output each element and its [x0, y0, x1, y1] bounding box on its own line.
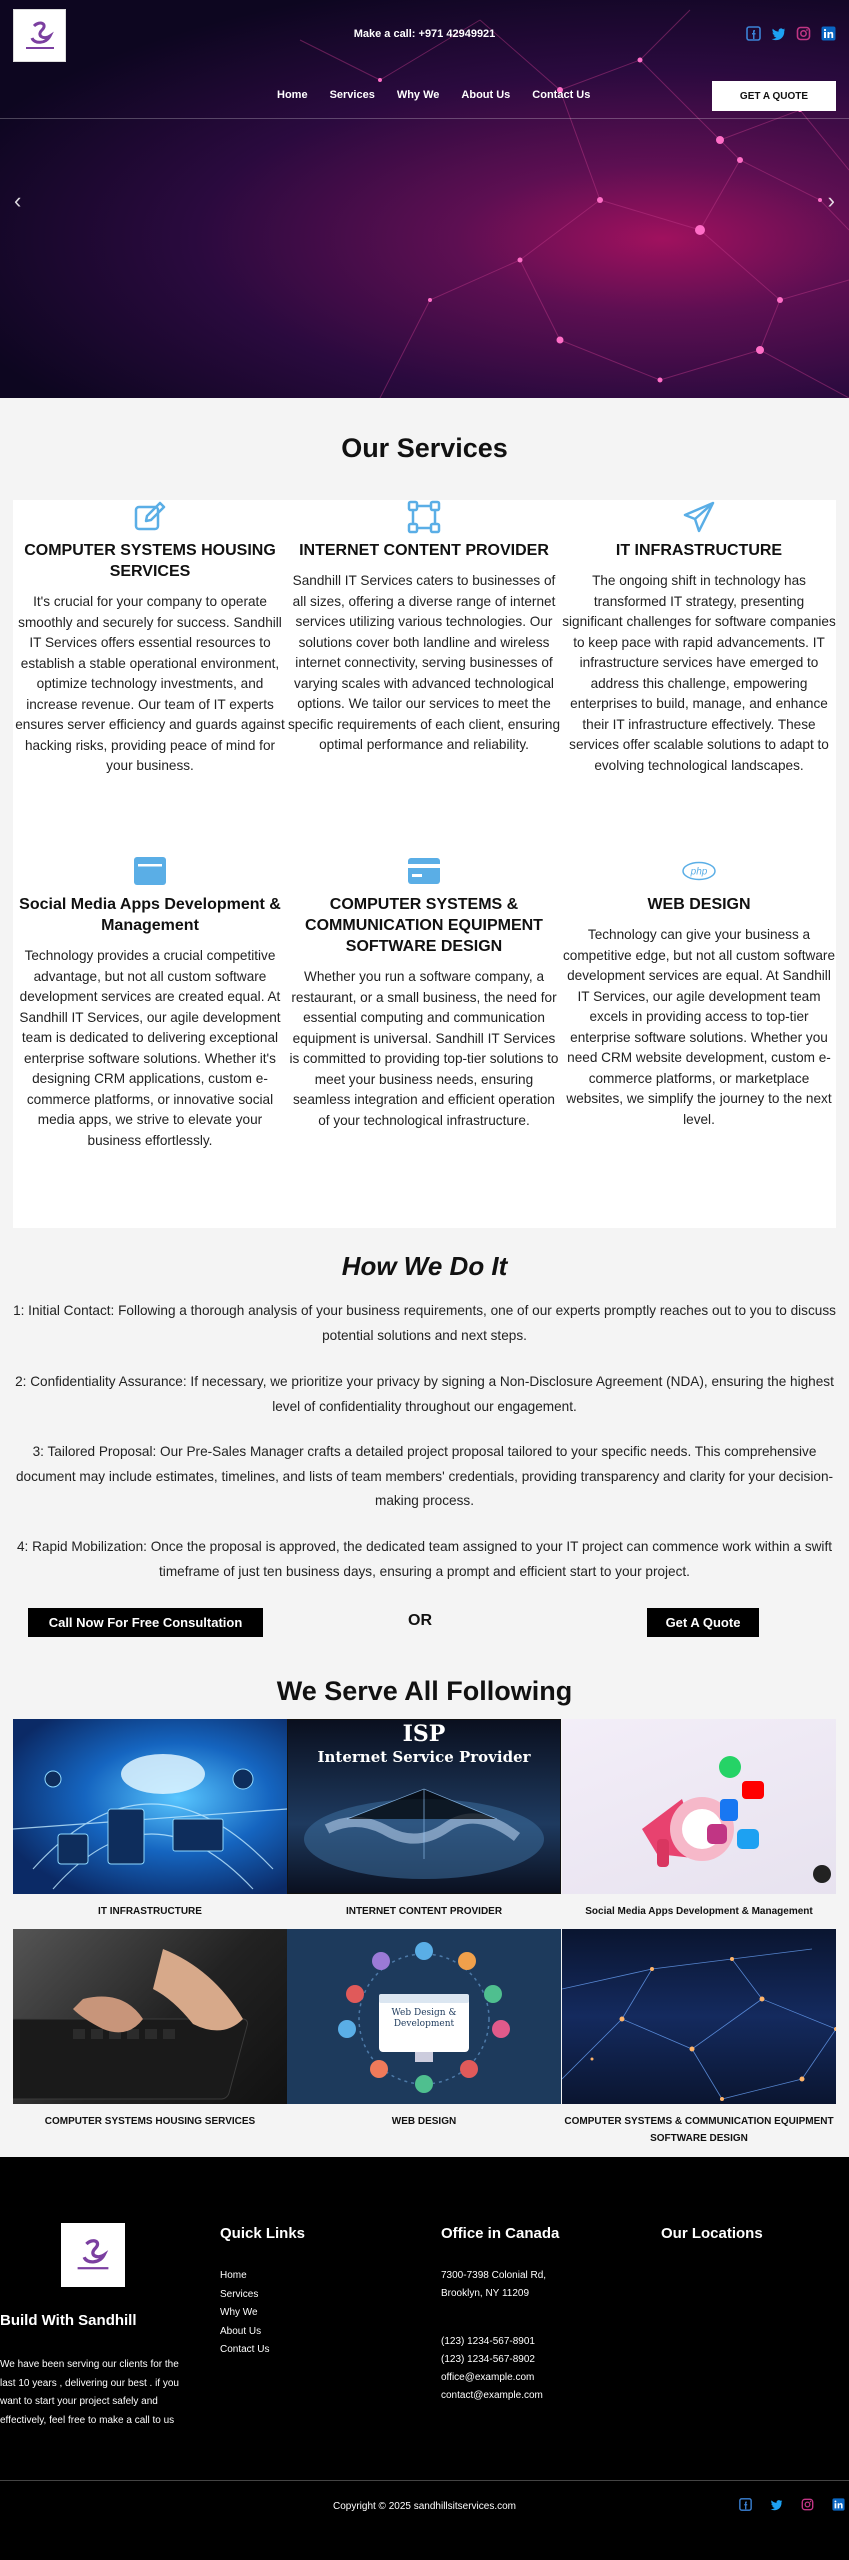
- svg-text:Development: Development: [393, 2019, 455, 2029]
- svg-text:ISP: ISP: [402, 1721, 446, 1747]
- svg-text:Internet Service Provider: Internet Service Provider: [317, 1748, 531, 1766]
- linkedin-icon[interactable]: [821, 26, 836, 41]
- office-phone-2[interactable]: (123) 1234-567-8902: [441, 2354, 535, 2365]
- office-email-1[interactable]: office@example.com: [441, 2372, 535, 2383]
- how-step-4: 4: Rapid Mobilization: Once the proposal is approved, the dedicated team assigned to your IT project can commence work within a swift timeframe of just ten business days, ensuring a prompt and efficient start to your project.: [16, 1539, 833, 1579]
- nav-about-us[interactable]: About Us: [461, 89, 511, 101]
- copyright: Copyright © 2025 sandhillsitservices.com: [332, 2501, 516, 2512]
- tile-caption: COMPUTER SYSTEMS HOUSING SERVICES: [44, 2116, 256, 2127]
- tile-caption: WEB DESIGN: [391, 2116, 457, 2127]
- twitter-icon[interactable]: [771, 26, 786, 41]
- how-title: How We Do It: [341, 1251, 508, 1281]
- social-links-bottom: [738, 2497, 846, 2512]
- tile-caption: Social Media Apps Development & Management: [585, 1906, 813, 1917]
- svg-text:Web Design &: Web Design &: [391, 2008, 457, 2018]
- service-text: It's crucial for your company to operate smoothly and securely for success. Sandhill IT Services offers essential resources to establish a stable operational environment, optimize technology investments, and increase revenue. Our team of IT experts ensures server efficiency and guards against hacking risks, providing peace of mind for your business.: [15, 594, 285, 773]
- how-step-2: 2: Confidentiality Assurance: If necessary, we prioritize your privacy by signing a Non-Disclosure Agreement (NDA), ensuring the highest level of confidentiality throughout our engagement.: [15, 1374, 834, 1414]
- service-card: [13, 854, 287, 1151]
- quick-links: [220, 2267, 269, 2360]
- window-icon: [13, 854, 287, 888]
- social-links-top: [746, 26, 836, 41]
- tile-internet-content-provider[interactable]: [287, 1719, 561, 1894]
- edit-icon: [13, 500, 287, 534]
- svg-text:php: php: [690, 866, 708, 878]
- network-background: [0, 0, 849, 398]
- footer-brand: Build With Sandhill: [0, 2312, 137, 2329]
- service-card: [13, 500, 287, 777]
- footer: [0, 2157, 849, 2560]
- service-title: COMPUTER SYSTEMS & COMMUNICATION EQUIPMENT SOFTWARE DESIGN: [305, 896, 543, 955]
- service-title: INTERNET CONTENT PROVIDER: [299, 542, 549, 559]
- or-separator: OR: [408, 1612, 432, 1629]
- linkedin-icon[interactable]: [831, 2497, 846, 2512]
- tile-caption: IT INFRASTRUCTURE: [98, 1906, 202, 1917]
- vector-square-icon: [287, 500, 561, 534]
- paper-plane-icon: [562, 500, 836, 534]
- service-text: Sandhill IT Services caters to businesses of all sizes, offering a diverse range of internet services utilizing various technologies. Our solutions cover both landline and wireless internet connectivity, serving businesses of varying scales with advanced technological options. We tailor our services to meet the specific requirements of each client, ensuring optimal performance and reliability.: [287, 573, 560, 752]
- footer-link-services[interactable]: Services: [220, 2288, 259, 2300]
- call-number[interactable]: Make a call: +971 42949921: [353, 28, 496, 40]
- footer-link-about-us[interactable]: About Us: [220, 2325, 262, 2337]
- quick-links-title: Quick Links: [220, 2225, 306, 2242]
- tile-caption: INTERNET CONTENT PROVIDER: [345, 1906, 503, 1917]
- twitter-icon[interactable]: [769, 2497, 784, 2512]
- slider-prev-icon[interactable]: ‹: [14, 188, 22, 213]
- service-card: [562, 854, 836, 1130]
- service-text: The ongoing shift in technology has transformed IT strategy, presenting significant challenges for software companies to keep pace with rapid advancements. IT infrastructure services have emerged to address this challenge, empowering enterprises to build, manage, and enhance their IT infrastructure effectively. These services offer scalable solutions to adapt to evolving technological landscapes.: [562, 573, 836, 773]
- office-phone-1[interactable]: (123) 1234-567-8901: [441, 2336, 535, 2347]
- keyboard-hands-image: [13, 1929, 287, 2104]
- serve-title: We Serve All Following: [276, 1676, 573, 1706]
- service-text: Technology provides a crucial competitive advantage, but not all custom software development services are created equal. At Sandhill IT Services, our agile development team is dedicated to delivering exceptional enterprise software solutions. Whether it's designing CRM applications, custom e-commerce platforms, or innovative social media apps, we strive to elevate your business effortlessly.: [19, 948, 281, 1148]
- footer-divider: [0, 2480, 849, 2481]
- nav-home[interactable]: Home: [277, 89, 308, 101]
- nav-services[interactable]: Services: [329, 89, 375, 101]
- slider-next-icon[interactable]: ›: [827, 188, 835, 213]
- locations-title: Our Locations: [661, 2225, 763, 2242]
- get-a-quote-button[interactable]: GET A QUOTE: [712, 81, 836, 111]
- digital-network-image: [562, 1929, 836, 2104]
- facebook-icon[interactable]: [738, 2497, 753, 2512]
- instagram-icon[interactable]: [800, 2497, 815, 2512]
- office-address-1: 7300-7398 Colonial Rd,: [441, 2270, 547, 2281]
- services-title: Our Services: [341, 433, 508, 463]
- php-icon: [562, 854, 836, 888]
- services-panel: [13, 500, 836, 1228]
- facebook-icon[interactable]: [746, 26, 761, 41]
- header-divider: [0, 118, 849, 119]
- service-title: Social Media Apps Development & Management: [19, 896, 281, 934]
- how-step-3: 3: Tailored Proposal: Our Pre-Sales Manager crafts a detailed project proposal tailored to your specific needs. This comprehensive document may include estimates, timelines, and lists of team members' credentials, providing transparency and clarity for your decision-making process.: [15, 1444, 834, 1508]
- instagram-icon[interactable]: [796, 26, 811, 41]
- footer-link-contact-us[interactable]: Contact Us: [220, 2344, 270, 2355]
- megaphone-social-image: [562, 1719, 836, 1894]
- world-map-image: [287, 1719, 561, 1894]
- nav-why-we[interactable]: Why We: [396, 89, 440, 101]
- footer-about: We have been serving our clients for the last 10 years , delivering our best . if you want to start your project safely and effectively, feel free to make a call to us: [0, 2359, 179, 2426]
- main-nav: [277, 89, 612, 101]
- service-title: WEB DESIGN: [647, 896, 751, 913]
- service-card: [287, 854, 561, 1131]
- tile-computer-housing[interactable]: [13, 1929, 287, 2104]
- web-design-image: [287, 1929, 561, 2104]
- hero-banner: [0, 0, 849, 398]
- footer-link-home[interactable]: Home: [220, 2270, 247, 2281]
- swan-logo-icon: [71, 2235, 115, 2275]
- footer-logo[interactable]: [61, 2223, 125, 2287]
- service-title: IT INFRASTRUCTURE: [615, 542, 783, 559]
- office-address-2: Brooklyn, NY 11209: [441, 2288, 530, 2299]
- office-email-2[interactable]: contact@example.com: [441, 2390, 543, 2401]
- tile-communication-equipment[interactable]: [562, 1929, 836, 2104]
- how-step-1: 1: Initial Contact: Following a thorough analysis of your business requirements, one of our experts promptly reaches out to you to discuss potential solutions and next steps.: [13, 1303, 836, 1343]
- service-card: [562, 500, 836, 776]
- tile-it-infrastructure[interactable]: [13, 1719, 287, 1894]
- service-card: [287, 500, 561, 756]
- call-consultation-button[interactable]: Call Now For Free Consultation: [28, 1608, 263, 1637]
- tile-social-media[interactable]: [562, 1719, 836, 1894]
- service-title: COMPUTER SYSTEMS HOUSING SERVICES: [24, 542, 276, 580]
- office-title: Office in Canada: [441, 2225, 560, 2242]
- tile-caption: COMPUTER SYSTEMS & COMMUNICATION EQUIPMENT SOFTWARE DESIGN: [564, 2116, 834, 2144]
- service-text: Technology can give your business a competitive edge, but not all custom software development services are equal. At Sandhill IT Services, our agile development team excels in providing access to top-tier enterprise software solutions. Whether you need CRM website development, custom e-commerce platforms, or marketplace websites, we simplify the journey to the next level.: [562, 927, 835, 1127]
- footer-link-why-we[interactable]: Why We: [220, 2307, 258, 2318]
- service-text: Whether you run a software company, a restaurant, or a small business, the need for essential computing and communication equipment is universal. Sandhill IT Services is committed to providing top-tier solutions to meet your business needs, ensuring seamless integration and efficient operation of your technological infrastructure.: [289, 969, 559, 1128]
- cloud-network-image: [13, 1719, 287, 1894]
- credit-card-icon: [287, 854, 561, 888]
- get-quote-button[interactable]: Get A Quote: [647, 1608, 759, 1637]
- nav-contact-us[interactable]: Contact Us: [532, 89, 591, 101]
- tile-web-design[interactable]: [287, 1929, 561, 2104]
